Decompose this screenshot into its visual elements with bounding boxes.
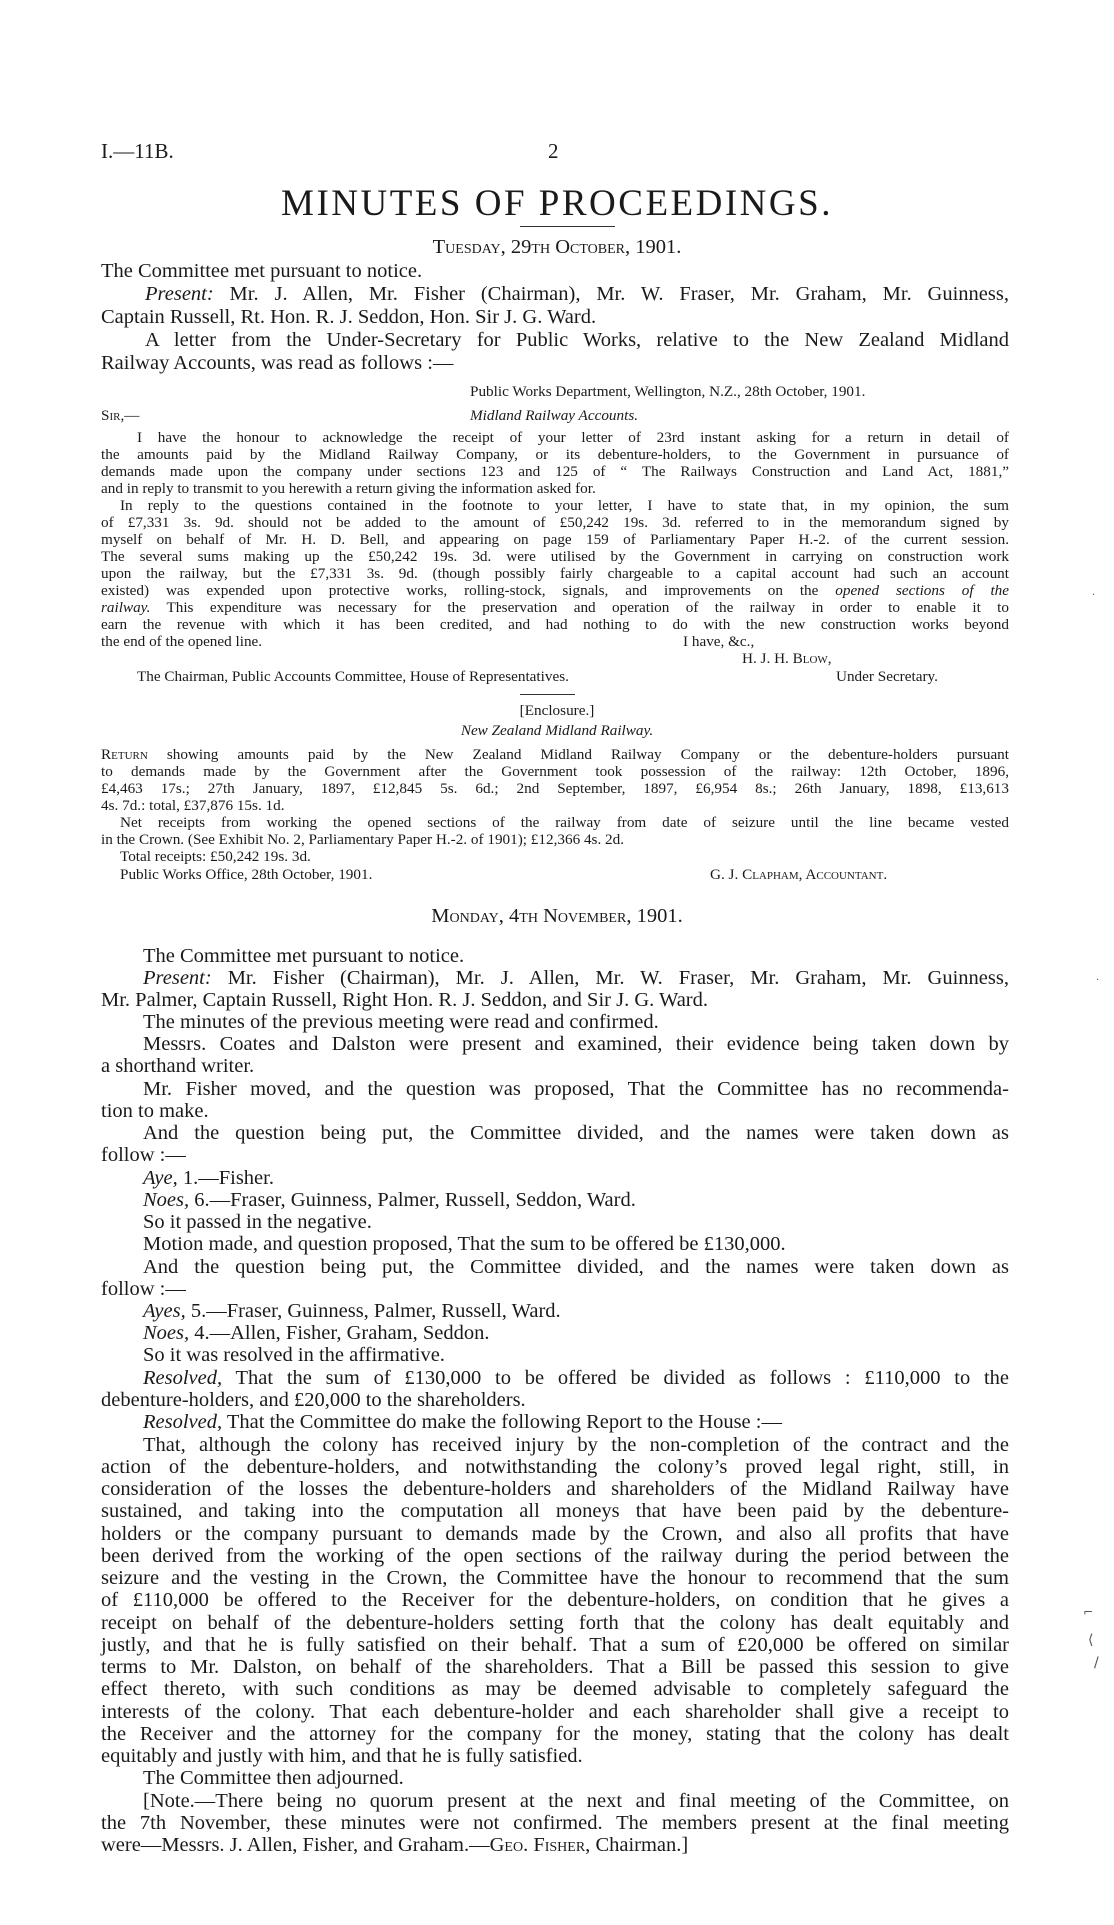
note-signer: Geo. Fisher, bbox=[489, 1834, 591, 1856]
report-line: been derived from the working of the open sections of the railway during the period between the bbox=[101, 1545, 1009, 1567]
letter-intro-line1: A letter from the Under-Secretary for Public Works, relative to the New Zealand Midland bbox=[145, 329, 1009, 351]
title-rule bbox=[520, 226, 615, 227]
meeting2-present-line1 bbox=[143, 967, 1009, 989]
resolved2-text: That the Committee do make the following Report to the House :— bbox=[222, 1411, 782, 1433]
letter-intro-line2: Railway Accounts, was read as follows :— bbox=[101, 352, 454, 374]
ayes-names: 5.—Fraser, Guinness, Palmer, Russell, Ward. bbox=[185, 1300, 561, 1322]
letter-closing: I have, &c., bbox=[683, 633, 755, 650]
division1-line2: follow :— bbox=[101, 1144, 186, 1166]
meeting2-minutes: The minutes of the previous meeting were read and confirmed. bbox=[143, 1011, 659, 1033]
ayes2-line bbox=[143, 1300, 561, 1322]
letter-signer-title: Under Secretary. bbox=[836, 668, 938, 685]
letter-p2-text: existed) was expended upon protective works, rolling-stock, signals, and improvements on the bbox=[101, 582, 836, 599]
resolved1-line1 bbox=[143, 1367, 1009, 1389]
enclosure-return-line: £4,463 17s.; 27th January, 1897, £12,845 5s. 6d.; 2nd September, 1897, £6,954 8s.; 26th January, 1898, £13,613 bbox=[101, 780, 1009, 797]
present-label: Present: bbox=[145, 283, 214, 305]
present-label: Present: bbox=[143, 967, 212, 989]
resolved-label: Resolved, bbox=[143, 1367, 223, 1389]
meeting2-date: Monday, 4th November, 1901. bbox=[431, 905, 683, 927]
report-line: seizure and the vesting in the Crown, the Committee have the honour to recommend that the sum bbox=[101, 1567, 1009, 1589]
enclosure-signer: G. J. Clapham, Accountant. bbox=[710, 866, 888, 883]
scan-mark-decoration: · bbox=[1096, 975, 1100, 986]
enclosure-net-line: Net receipts from working the opened sections of the railway from date of seizure until the line became vested bbox=[120, 814, 1009, 831]
noes-names: 6.—Fraser, Guinness, Palmer, Russell, Seddon, Ward. bbox=[189, 1189, 636, 1211]
letter-p2-line: of £7,331 3s. 9d. should not be added to the amount of £50,242 19s. 3d. referred to in the memorandum signed by bbox=[101, 514, 1009, 531]
letter-p2-line: The several sums making up the £50,242 19s. 3d. were utilised by the Government in carrying on construction work bbox=[101, 548, 1009, 565]
page-title: MINUTES OF PROCEEDINGS. bbox=[281, 183, 833, 224]
affirmative-line: So it was resolved in the affirmative. bbox=[143, 1344, 445, 1366]
motion2-line: Motion made, and question proposed, That the sum to be offered be £130,000. bbox=[143, 1233, 786, 1255]
present-members-1: Mr. Fisher (Chairman), Mr. J. Allen, Mr. W. Fraser, Mr. Graham, Mr. Guinness, bbox=[211, 967, 1009, 989]
enclosure-return-line bbox=[101, 746, 1009, 763]
noes-names: 4.—Allen, Fisher, Graham, Seddon. bbox=[189, 1322, 490, 1344]
meeting1-met: The Committee met pursuant to notice. bbox=[101, 260, 423, 282]
present-members-1: Mr. J. Allen, Mr. Fisher (Chairman), Mr. W. Fraser, Mr. Graham, Mr. Guinness, bbox=[213, 283, 1009, 305]
letter-p1-line: demands made upon the company under sections 123 and 125 of “ The Railways Construction and Land Act, 1881,” bbox=[101, 463, 1009, 480]
page-number: 2 bbox=[548, 139, 559, 163]
letter-address: Public Works Department, Wellington, N.Z., 28th October, 1901. bbox=[470, 383, 866, 400]
letter-addressee: The Chairman, Public Accounts Committee, House of Representatives. bbox=[137, 668, 569, 685]
note-line2: the 7th November, these minutes were not confirmed. The members present at the final meeting bbox=[101, 1812, 1009, 1834]
ayes-label: Ayes, bbox=[143, 1300, 186, 1322]
meeting2-examined-line1: Messrs. Coates and Dalston were present and examined, their evidence being taken down by bbox=[143, 1033, 1009, 1055]
division2-line2: follow :— bbox=[101, 1278, 186, 1300]
letter-p2-line bbox=[101, 599, 1009, 616]
meeting2-met: The Committee met pursuant to notice. bbox=[143, 945, 465, 967]
resolved1-text: That the sum of £130,000 to be offered be divided as follows : £110,000 to the bbox=[222, 1367, 1009, 1389]
note-signer-title: Chairman.] bbox=[590, 1834, 689, 1856]
aye-label: Aye, bbox=[143, 1167, 178, 1189]
motion1-line2: tion to make. bbox=[101, 1100, 209, 1122]
letter-p1-line: and in reply to transmit to you herewith a return giving the information asked for. bbox=[101, 480, 596, 497]
letter-p2-line: In reply to the questions contained in the footnote to your letter, I have to state that, in my opinion, the sum bbox=[120, 497, 1009, 514]
report-line: justly, and that he is fully satisfied on their behalf. That a sum of £20,000 be offered on similar bbox=[101, 1634, 1009, 1656]
letter-p2-italic: opened sections of the bbox=[835, 582, 1010, 599]
division1-line1: And the question being put, the Committee divided, and the names were taken down as bbox=[143, 1122, 1009, 1144]
meeting2-present-line2: Mr. Palmer, Captain Russell, Right Hon. R. J. Seddon, and Sir J. G. Ward. bbox=[101, 989, 709, 1011]
return-word: Return bbox=[101, 746, 148, 763]
enclosure-label: [Enclosure.] bbox=[519, 702, 595, 719]
report-line: receipt on behalf of the debenture-holders setting forth that the colony has dealt equitably and bbox=[101, 1612, 1009, 1634]
letter-p2-line: upon the railway, but the £7,331 3s. 9d. (though possibly fairly chargeable to a capital account had such an account bbox=[101, 565, 1009, 582]
report-line: the Receiver and the attorney for the company for the money, stating that the colony has dealt bbox=[101, 1723, 1009, 1745]
noes2-line bbox=[143, 1322, 490, 1344]
report-line: That, although the colony has received injury by the non-completion of the contract and the bbox=[143, 1434, 1009, 1456]
report-line: equitably and justly with him, and that he is fully satisfied. bbox=[101, 1745, 583, 1767]
report-line: interests of the colony. That each debenture-holder and each shareholder shall give a receipt to bbox=[101, 1701, 1009, 1723]
enclosure-return-line: to demands made by the Government after the Government took possession of the railway: 12th October, 1896, bbox=[101, 763, 1009, 780]
resolved2-line bbox=[143, 1411, 782, 1433]
report-line: holders or the company pursuant to demands made by the Crown, and also all profits that have bbox=[101, 1523, 1009, 1545]
scan-mark-decoration: ⟨ bbox=[1088, 1632, 1094, 1648]
negative-line: So it passed in the negative. bbox=[143, 1211, 372, 1233]
enclosure-total: Total receipts: £50,242 19s. 3d. bbox=[120, 848, 311, 865]
letter-signer: H. J. H. Blow, bbox=[742, 650, 832, 667]
report-line: terms to Mr. Dalston, on behalf of the shareholders. That a Bill be passed this session to give bbox=[101, 1656, 1009, 1678]
letter-subject: Midland Railway Accounts. bbox=[470, 407, 639, 424]
letter-p2-line bbox=[101, 582, 1009, 599]
resolved1-line2: debenture-holders, and £20,000 to the shareholders. bbox=[101, 1389, 526, 1411]
section-rule bbox=[520, 694, 575, 695]
page-reference: I.—11B. bbox=[101, 139, 174, 163]
aye-names: 1.—Fisher. bbox=[177, 1167, 274, 1189]
motion1-line1: Mr. Fisher moved, and the question was proposed, That the Committee has no recommenda- bbox=[143, 1078, 1009, 1100]
letter-p2-line: earn the revenue with which it has been credited, and had nothing to do with the new construction works beyond bbox=[101, 616, 1009, 633]
noes-label: Noes, bbox=[143, 1189, 190, 1211]
resolved-label: Resolved, bbox=[143, 1411, 223, 1433]
noes-label: Noes, bbox=[143, 1322, 190, 1344]
note-text: were—Messrs. J. Allen, Fisher, and Graham.— bbox=[101, 1834, 490, 1856]
letter-p2-italic-cont: railway. bbox=[101, 599, 151, 616]
division2-line1: And the question being put, the Committee divided, and the names were taken down as bbox=[143, 1256, 1009, 1278]
noes1-line bbox=[143, 1189, 636, 1211]
letter-p1-line: the amounts paid by the Midland Railway Company, or its debenture-holders, to the Government in pursuance of bbox=[101, 446, 1009, 463]
letter-p2-line: myself on behalf of Mr. H. D. Bell, and appearing on page 159 of Parliamentary Paper H.-2. of the current session. bbox=[101, 531, 1009, 548]
report-line: of £110,000 be offered to the Receiver for the debenture-holders, on condition that he gives a bbox=[101, 1589, 1009, 1611]
meeting2-examined-line2: a shorthand writer. bbox=[101, 1055, 255, 1077]
scan-mark-decoration: · bbox=[1092, 590, 1096, 601]
scan-mark-decoration: / bbox=[1094, 1655, 1099, 1671]
aye1-line bbox=[143, 1167, 274, 1189]
adjourned-line: The Committee then adjourned. bbox=[143, 1767, 404, 1789]
return-text: showing amounts paid by the New Zealand Midland Railway Company or the debenture-holders pursuant bbox=[147, 746, 1009, 763]
scan-mark-decoration: ⌐ bbox=[1083, 1605, 1094, 1619]
enclosure-net-line: in the Crown. (See Exhibit No. 2, Parliamentary Paper H.-2. of 1901); £12,366 4s. 2d. bbox=[101, 831, 625, 848]
letter-p1-line: I have the honour to acknowledge the receipt of your letter of 23rd instant asking for a return in detail of bbox=[137, 429, 1009, 446]
report-line: effect thereto, with such conditions as may be deemed advisable to completely safeguard the bbox=[101, 1678, 1009, 1700]
meeting1-present-line1 bbox=[145, 283, 1009, 305]
letter-p2-text: This expenditure was necessary for the preservation and operation of the railway in order to enable it to bbox=[150, 599, 1009, 616]
note-line3 bbox=[101, 1834, 688, 1856]
letter-salutation: Sir,— bbox=[101, 407, 140, 424]
letter-p2-line: the end of the opened line. bbox=[101, 633, 263, 650]
note-line1: [Note.—There being no quorum present at the next and final meeting of the Committee, on bbox=[143, 1790, 1009, 1812]
enclosure-office: Public Works Office, 28th October, 1901. bbox=[120, 866, 373, 883]
enclosure-title: New Zealand Midland Railway. bbox=[460, 722, 654, 739]
report-line: consideration of the losses the debenture-holders and shareholders of the Midland Railway have bbox=[101, 1478, 1009, 1500]
enclosure-return-line: 4s. 7d.: total, £37,876 15s. 1d. bbox=[101, 797, 285, 814]
meeting1-present-line2: Captain Russell, Rt. Hon. R. J. Seddon, Hon. Sir J. G. Ward. bbox=[101, 306, 597, 328]
report-line: sustained, and taking into the computation all moneys that have been paid by the debenture- bbox=[101, 1500, 1009, 1522]
meeting1-date: Tuesday, 29th October, 1901. bbox=[432, 236, 682, 258]
report-line: action of the debenture-holders, and notwithstanding the colony’s proved legal right, still, in bbox=[101, 1456, 1009, 1478]
